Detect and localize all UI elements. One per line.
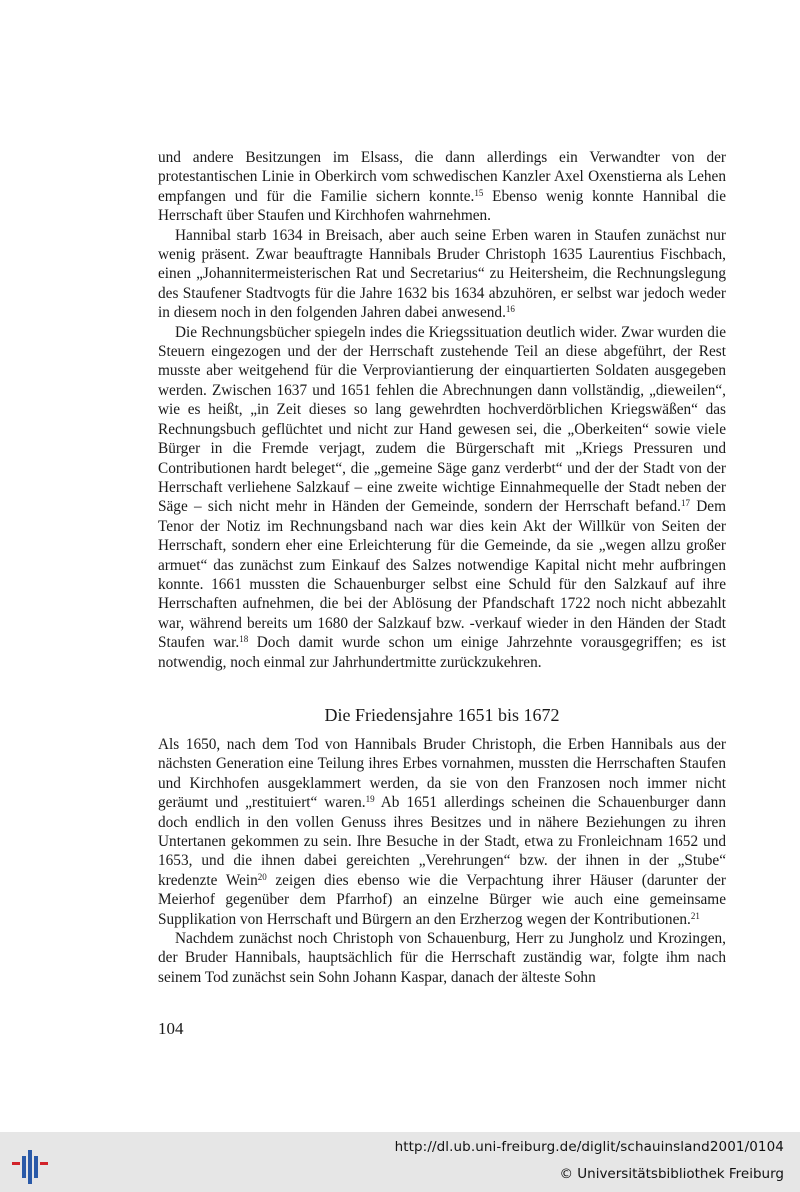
paragraph: [158, 323, 726, 672]
paragraph-text: Dem Tenor der Notiz im Rechnungsband nach war dies kein Akt der Willkür von Seiten der Herrschaft, sondern eher eine Erleichterung für die Gemeinde, da sie „wegen allzu großer armuet“ das zunächst zum Einkauf des Salzes notwendige Kapital nicht mehr aufbringen konnte. 1661 mussten die Schauenburger selbst eine Schuld für den Salzkauf auf ihre Herrschaften aufnehmen, die bei der Ablösung der Pfandschaft 1722 noch nicht abbezahlt war, während bereits um 1680 der Salzkauf bzw. -verkauf wieder in den Händen der Stadt Staufen war.: [158, 498, 726, 652]
paragraph-text: und andere Besitzungen im Elsass, die dann allerdings ein Verwandter von der protestantischen Linie in Oberkirch vom schwedischen Kanzler Axel Oxenstierna als Lehen empfangen und für die Familie sichern konnte.: [158, 149, 726, 205]
paragraph: [158, 148, 726, 226]
paragraph-text: Ebenso wenig konnte Hannibal die Herrschaft über Staufen und Kirchhofen wahrnehmen.: [158, 187, 726, 225]
paragraph-text: Nachdem zunächst noch Christoph von Schauenburg, Herr zu Jungholz und Krozingen, der Bruder Hannibals, hauptsächlich für die Herrschaft zuständig war, folgte ihm nach seinem Tod zunächst sein Sohn Johann Kaspar, danach der älteste Sohn: [158, 930, 726, 986]
footnote-marker: 20: [257, 871, 267, 882]
footnote-marker: 21: [690, 910, 700, 921]
footnote-marker: 17: [680, 498, 690, 509]
paragraph: [158, 929, 726, 987]
footnote-marker: 16: [505, 304, 515, 315]
body-text-bottom: [158, 735, 726, 987]
paragraph-text: Als 1650, nach dem Tod von Hannibals Bruder Christoph, die Erben Hannibals aus der nächsten Generation eine Teilung ihres Erbes vornahmen, mussten die Herrschaften Staufen und Kirchhofen ausgeklammert werden, da sie von den Franzosen noch immer nicht geräumt und „restituiert“ waren.: [158, 736, 726, 812]
paragraph-text: Ab 1651 allerdings scheinen die Schauenburger dann doch endlich in den vollen Genuss ihres Besitzes und in nähere Beziehungen zu ihren Untertanen gekommen zu sein. Ihre Besuche in der Stadt, etwa zu Fronleichnam 1652 und 1653, und die ihnen dabei gereichten „Verehrungen“ bzw. der ihnen in der „Stube“ kredenzte Wein: [158, 794, 726, 889]
paragraph: [158, 226, 726, 323]
viewer-footer: [0, 1132, 800, 1192]
paragraph-text: zeigen dies ebenso wie die Verpachtung ihrer Häuser (darunter der Meierhof gegenüber dem Pfarrhof) an einzelne Bürger wie auch eine gemeinsame Supplikation von Herrschaft und Bürgern an den Erzherzog wegen der Kontributionen.: [158, 871, 726, 928]
copyright-notice: © Universitätsbibliothek Freiburg: [559, 1166, 784, 1182]
paragraph: [158, 735, 726, 929]
footnote-marker: 15: [474, 187, 484, 198]
footnote-marker: 18: [239, 634, 249, 645]
paragraph-text: Die Rechnungsbücher spiegeln indes die Kriegssituation deutlich wider. Zwar wurden die Steuern eingezogen und der der Herrschaft zustehende Teil an diese abgeführt, der Rest musste aber weitgehend für die Verproviantierung der einquartierten Soldaten ausgegeben werden. Zwischen 1637 und 1651 fehlen die Abrechnungen dann vollständig, „dieweilen“, wie es heißt, „in Zeit dieses so lang gewehrdten hochverdörblichen Kriegswäßen“ das Rechnungsbuch geflüchtet und nicht zur Hand gewesen sei, die „Oberkeiten“ sowie viele Bürger in die Fremde verjagt, zudem die Bürgerschaft mit „Kriegs Pressuren und Contributionen hardt beleget“, die „gemeine Säge ganz verderbt“ und der der Stadt von der Herrschaft verliehene Salzkauf – eine zweite wichtige Einnahmequelle der Stadt neben der Säge – sich nicht mehr in Händen der Gemeinde, sondern der Herrschaft befand.: [158, 323, 726, 516]
source-url-link[interactable]: http://dl.ub.uni-freiburg.de/diglit/schauinsland2001/0104: [394, 1139, 784, 1155]
body-text-top: [158, 148, 726, 672]
paragraph-text: Hannibal starb 1634 in Breisach, aber auch seine Erben waren in Staufen zunächst nur wenig präsent. Zwar beauftragte Hannibals Bruder Christoph 1635 Laurentius Fischbach, einen „Johannitermeisterischen Rat und Secretarius“ zu Heitersheim, die Rechnungslegung des Staufener Stadtvogts für die Jahre 1632 bis 1634 abzuhören, er selbst war jedoch weder in diesem noch in den folgenden Jahren dabei anwesend.: [158, 226, 726, 322]
footnote-marker: 19: [365, 794, 375, 805]
page-number: 104: [158, 1019, 184, 1038]
section-heading: Die Friedensjahre 1651 bis 1672: [324, 705, 560, 725]
paragraph-text: Doch damit wurde schon um einige Jahrzehnte vorausgegriffen; es ist notwendig, noch einmal zur Jahrhundertmitte zurückzukehren.: [158, 634, 726, 671]
ub-freiburg-logo-icon: [10, 1140, 52, 1186]
